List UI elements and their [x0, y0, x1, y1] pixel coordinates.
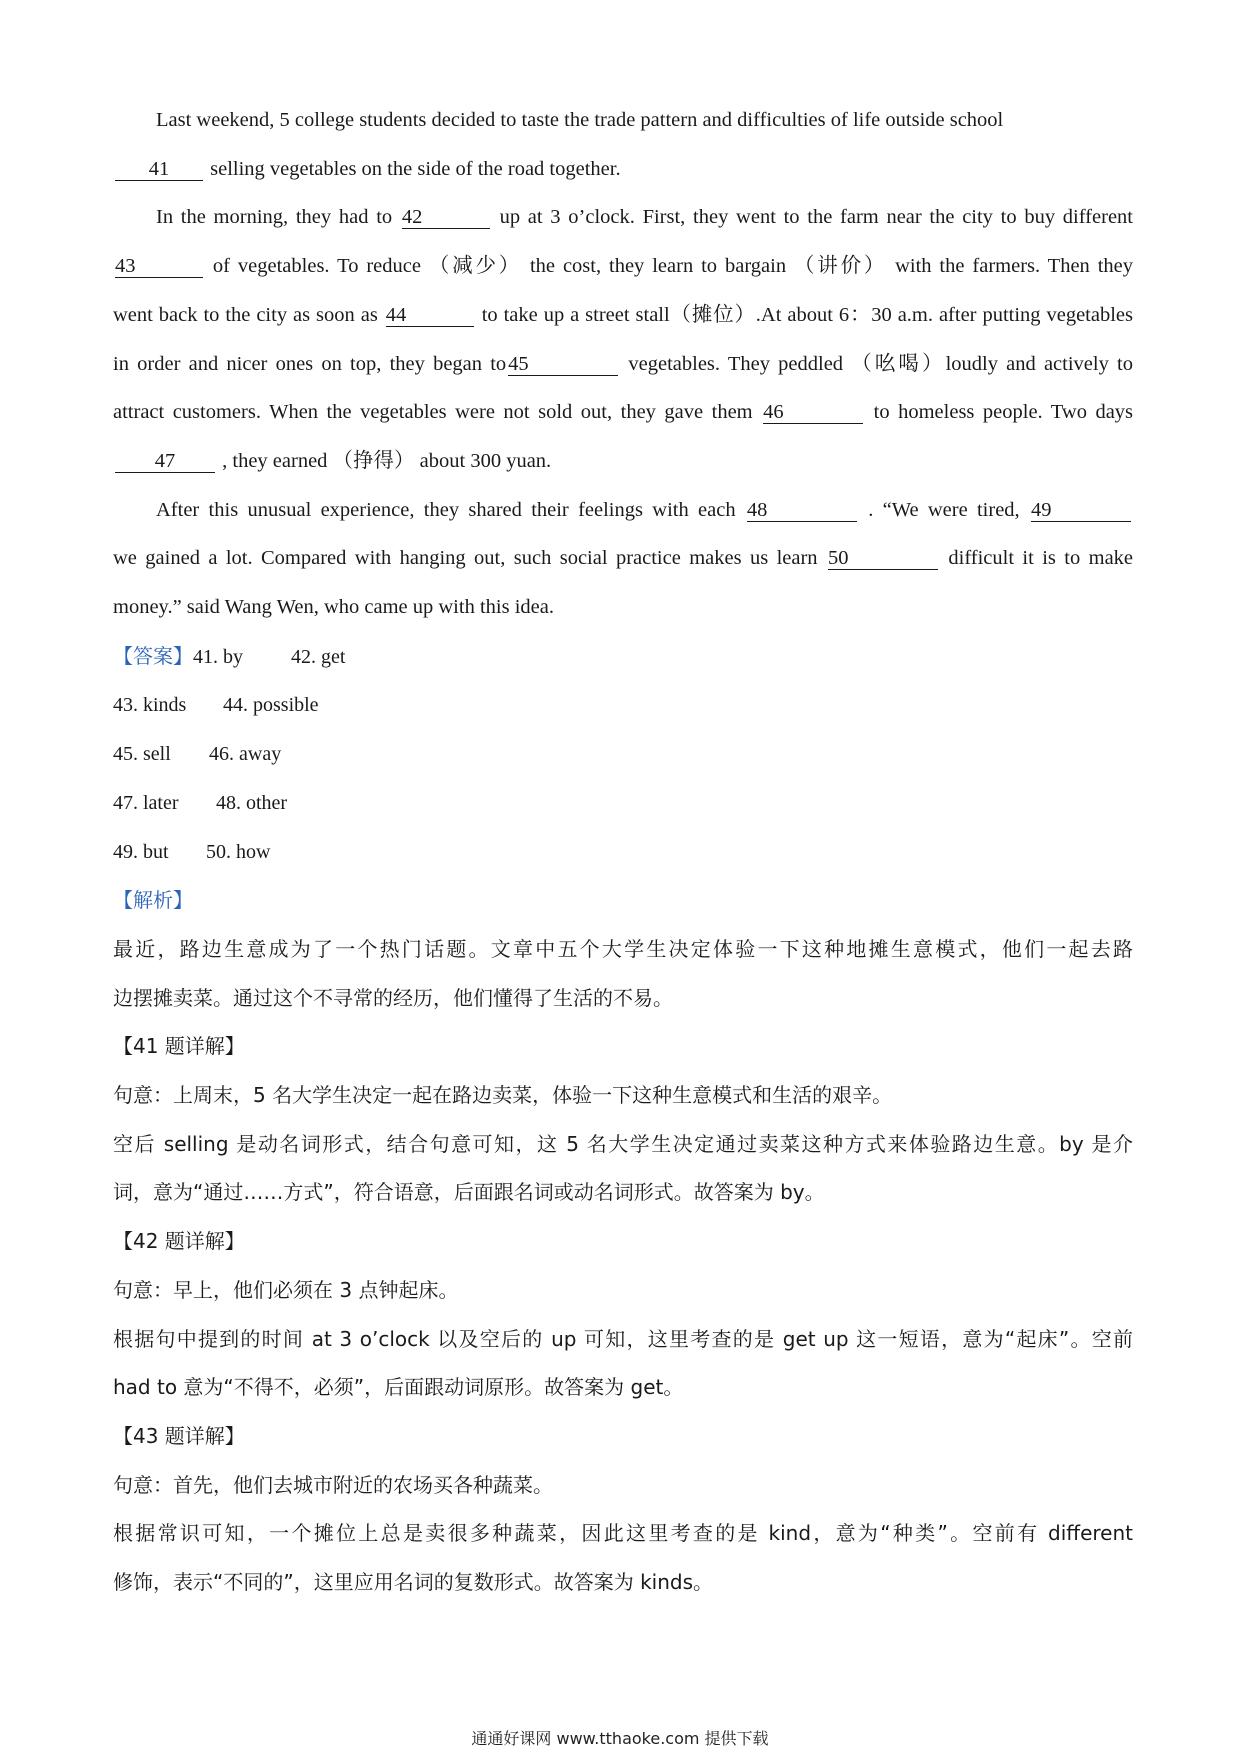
answer-row	[113, 730, 1133, 779]
text: money.” said Wang Wen, who came up with this idea.	[113, 596, 554, 619]
text: attract customers. When the vegetables were not sold out, they gave them	[113, 401, 753, 424]
q43-text: 句意：首先，他们去城市附近的农场买各种蔬菜。	[113, 1472, 553, 1497]
q42-text: had to 意为“不得不，必须”，后面跟动词原形。故答案为 get。	[113, 1375, 684, 1400]
blank-48: 48	[747, 499, 857, 522]
answer-row	[113, 828, 1133, 877]
passage-line	[113, 96, 1133, 145]
page-footer: 通通好课网 www.tthaoke.com 提供下载	[471, 1729, 769, 1748]
text: Last weekend, 5 college students decided to taste the trade pattern and difficulties of life outside school	[156, 109, 1004, 131]
passage-line	[113, 388, 1133, 437]
text: After this unusual experience, they shared their feelings with each	[156, 498, 736, 521]
text: vegetables. They peddled （吆喝）loudly and actively to	[628, 352, 1133, 375]
analysis-summary: 边摆摊卖菜。通过这个不寻常的经历，他们懂得了生活的不易。	[113, 985, 673, 1010]
document-page	[113, 96, 1133, 1607]
q42-title: 【42 题详解】	[113, 1229, 245, 1254]
text: , they earned （挣得） about 300 yuan.	[222, 449, 552, 472]
answer-tag: 【答案】	[113, 643, 193, 668]
text: . “We were tired,	[868, 498, 1020, 521]
passage-line	[113, 242, 1133, 291]
passage-line	[113, 534, 1133, 583]
blank-41: 41	[115, 158, 203, 181]
q43-title: 【43 题详解】	[113, 1423, 245, 1448]
text: went back to the city as soon as	[113, 303, 378, 326]
text: In the morning, they had to	[156, 206, 393, 229]
answer-46: 46. away	[209, 743, 282, 766]
blank-44: 44	[386, 304, 474, 327]
answer-row	[113, 632, 1133, 682]
answer-47: 47. later	[113, 791, 179, 814]
blank-46: 46	[763, 401, 863, 424]
passage-line	[113, 193, 1133, 242]
q41-title: 【41 题详解】	[113, 1034, 245, 1059]
blank-47: 47	[115, 450, 215, 473]
answer-41: 41. by	[193, 645, 243, 668]
q42-text: 句意：早上，他们必须在 3 点钟起床。	[113, 1277, 459, 1302]
analysis-tag: 【解析】	[113, 888, 193, 913]
q43-text: 根据常识可知，一个摊位上总是卖很多种蔬菜，因此这里考查的是 kind，意为“种类”。空前有 different	[113, 1521, 1133, 1546]
text: to take up a street stall（摊位）.At about 6：30 a.m. after putting vegetables	[481, 303, 1133, 326]
answer-49: 49. but	[113, 840, 169, 863]
text: of vegetables. To reduce （减少） the cost, they learn to bargain （讲价） with the farmers. Then they	[212, 255, 1133, 278]
q41-text: 句意：上周末，5 名大学生决定一起在路边卖菜，体验一下这种生意模式和生活的艰辛。	[113, 1083, 893, 1108]
text: in order and nicer ones on top, they began to	[113, 352, 507, 375]
answer-50: 50. how	[206, 840, 271, 863]
passage-line	[113, 437, 1133, 486]
answer-45: 45. sell	[113, 743, 171, 766]
answer-row	[113, 681, 1133, 730]
blank-42: 42	[402, 206, 490, 229]
q41-text: 词，意为“通过……方式”，符合语意，后面跟名词或动名词形式。故答案为 by。	[113, 1180, 825, 1205]
text: selling vegetables on the side of the road together.	[210, 157, 621, 180]
answer-43: 43. kinds	[113, 694, 187, 717]
passage-line	[113, 583, 1133, 632]
answer-44: 44. possible	[223, 694, 319, 717]
blank-43: 43	[115, 255, 203, 278]
passage-line	[113, 145, 1133, 194]
text: we gained a lot. Compared with hanging out, such social practice makes us learn	[113, 547, 818, 570]
q42-text: 根据句中提到的时间 at 3 o’clock 以及空后的 up 可知，这里考查的是 get up 这一短语，意为“起床”。空前	[113, 1326, 1133, 1351]
text: to homeless people. Two days	[873, 401, 1134, 424]
passage-line	[113, 340, 1133, 389]
answer-48: 48. other	[216, 791, 288, 814]
q43-text: 修饰，表示“不同的”，这里应用名词的复数形式。故答案为 kinds。	[113, 1570, 714, 1595]
text: up at 3 o’clock. First, they went to the farm near the city to buy different	[499, 206, 1133, 229]
passage-line	[113, 291, 1133, 340]
blank-49: 49	[1031, 499, 1131, 522]
q41-text: 空后 selling 是动名词形式，结合句意可知，这 5 名大学生决定通过卖菜这种方式来体验路边生意。by 是介	[113, 1131, 1133, 1156]
text: difficult it is to make	[948, 547, 1134, 570]
blank-45: 45	[508, 353, 618, 376]
answer-42: 42. get	[291, 645, 346, 668]
analysis-summary: 最近，路边生意成为了一个热门话题。文章中五个大学生决定体验一下这种地摊生意模式，他们一起去路	[113, 936, 1133, 961]
blank-50: 50	[828, 547, 938, 570]
passage-line	[113, 486, 1133, 535]
answer-row	[113, 779, 1133, 828]
